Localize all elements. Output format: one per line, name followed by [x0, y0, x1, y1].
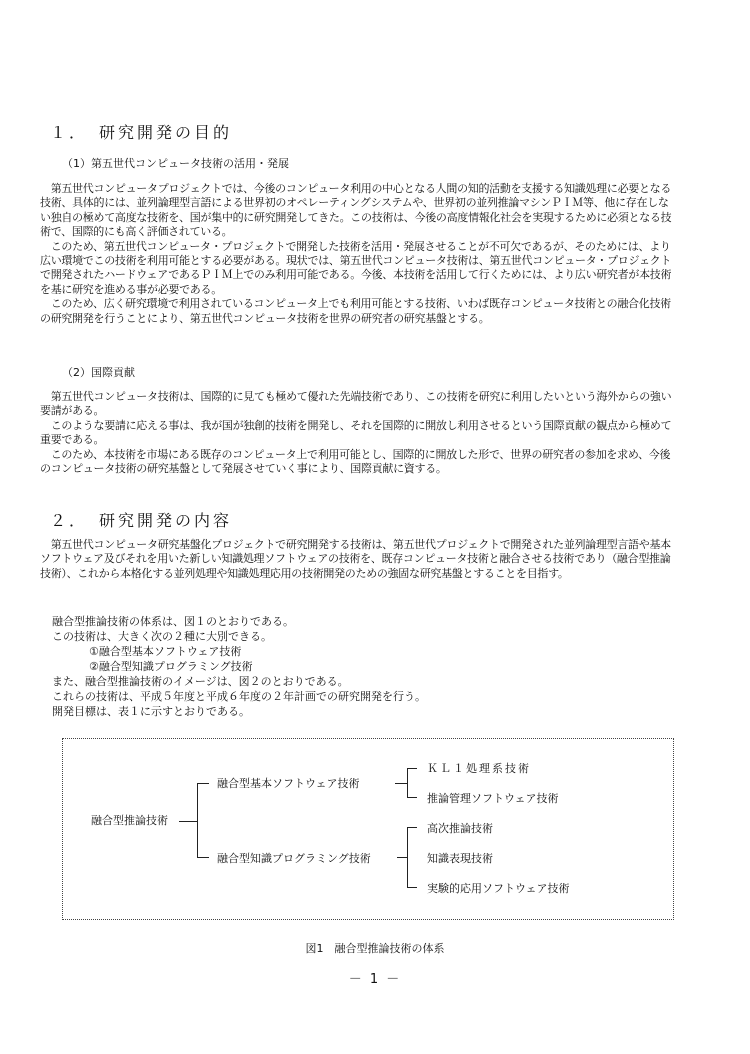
- figure-1-tree-diagram: [62, 738, 674, 920]
- paragraph: 第五世代コンピュータプロジェクトでは、今後のコンピュータ利用の中心となる人間の知的活動を支援する知識処理に必要となる技術、具体的には、並列論理型言語による世界初のオペレーティングシステムや、世界初の並列推論マシンＰＩＭ等、他に存在しない独自の極めて高度な技術を、国が集中的に研究開発してきた。この技術は、今後の高度情報化社会を実現するために必須となる技術で、国際的にも高く評価されている。: [40, 182, 672, 239]
- list-item: この技術は、大きく次の２種に大別できる。: [52, 630, 272, 643]
- figure-caption: 図1 融合型推論技術の体系: [305, 942, 445, 955]
- section-1-1-body: [40, 182, 674, 326]
- section-2-list: [52, 614, 652, 719]
- tree-branch-node: 融合型知識プログラミング技術: [217, 852, 371, 865]
- paragraph: このため、広く研究環境で利用されているコンピュータ上でも利用可能とする技術、いわば既存コンピュータ技術との融合化技術の研究開発を行うことにより、第五世代コンピュータ技術を世界の研究者の研究基盤とする。: [40, 297, 671, 325]
- paragraph: 第五世代コンピュータ技術は、国際的に見ても極めて優れた先端技術であり、この技術を研究に利用したいという海外からの強い要請がある。: [40, 390, 672, 418]
- list-item: ①融合型基本ソフトウェア技術: [89, 645, 242, 658]
- connector-line: [407, 768, 417, 769]
- tree-leaf-node: 知識表現技術: [427, 852, 493, 865]
- connector-line: [197, 857, 209, 858]
- paragraph: このような要請に応える事は、我が国が独創的技術を開発し、それを国際的に開放し利用させるという国際貢献の観点から極めて重要である。: [40, 418, 672, 447]
- connector-line: [407, 887, 417, 888]
- section-2-heading: ２． 研究開発の内容: [50, 511, 233, 530]
- subsection-1-2-title: （2）国際貢献: [62, 366, 135, 379]
- tree-leaf-node: 推論管理ソフトウェア技術: [427, 792, 559, 805]
- section-2-intro: 第五世代コンピュータ研究基盤化プロジェクトで研究開発する技術は、第五世代プロジェクトで開発された並列論理型言語や基本ソフトウェア及びそれを用いた新しい知識処理ソフトウェアの技術を、既存コンピュータ技術と融合させる技術であり（融合型推論技術）、これから本格化する並列処理や知識処理応用の技術開発のための強固な研究基盤とすることを目指す。: [40, 538, 671, 580]
- list-item: また、融合型推論技術のイメージは、図２のとおりである。: [52, 675, 349, 688]
- subsection-1-1-title: （1）第五世代コンピュータ技術の活用・発展: [62, 157, 289, 170]
- list-item: これらの技術は、平成５年度と平成６年度の２年計画での研究開発を行う。: [52, 690, 426, 703]
- list-item: 開発目標は、表１に示すとおりである。: [52, 705, 250, 718]
- connector-line: [407, 827, 408, 888]
- list-item: ②融合型知識プログラミング技術: [89, 660, 253, 673]
- connector-line: [407, 827, 417, 828]
- connector-line: [397, 857, 407, 858]
- connector-line: [407, 768, 408, 798]
- section-1-heading: １． 研究開発の目的: [50, 123, 233, 142]
- tree-leaf-node: 実験的応用ソフトウェア技術: [427, 882, 570, 895]
- connector-line: [179, 821, 197, 822]
- tree-leaf-node: 高次推論技術: [427, 822, 493, 835]
- tree-branch-node: 融合型基本ソフトウェア技術: [217, 777, 360, 790]
- connector-line: [407, 797, 417, 798]
- connector-line: [197, 783, 209, 784]
- connector-line: [197, 783, 198, 858]
- tree-root-node: 融合型推論技術: [91, 814, 168, 827]
- connector-line: [395, 783, 407, 784]
- paragraph: このため、第五世代コンピュータ・プロジェクトで開発した技術を活用・発展させることが不可欠であるが、そのためには、より広い環境でこの技術を利用可能とする必要がある。現状では、第五世代コンピュータ技術は、第五世代コンピュータ・プロジェクトで開発されたハードウェアであるＰＩＭ上でのみ利用可能である。今後、本技術を活用して行くためには、より広い研究者が本技術を基に研究を進める事が必要である。: [40, 239, 672, 296]
- paragraph: このため、本技術を市場にある既存のコンピュータ上で利用可能とし、国際的に開放した形で、世界の研究者の参加を求め、今後のコンピュータ技術の研究基盤として発展させていく事により、国際貢献に資する。: [40, 447, 671, 476]
- section-1-2-body: [40, 390, 674, 476]
- page-number: － 1 －: [348, 972, 402, 987]
- list-item: 融合型推論技術の体系は、図１のとおりである。: [52, 615, 294, 628]
- tree-leaf-node: ＫＬ１処理系技術: [427, 762, 531, 775]
